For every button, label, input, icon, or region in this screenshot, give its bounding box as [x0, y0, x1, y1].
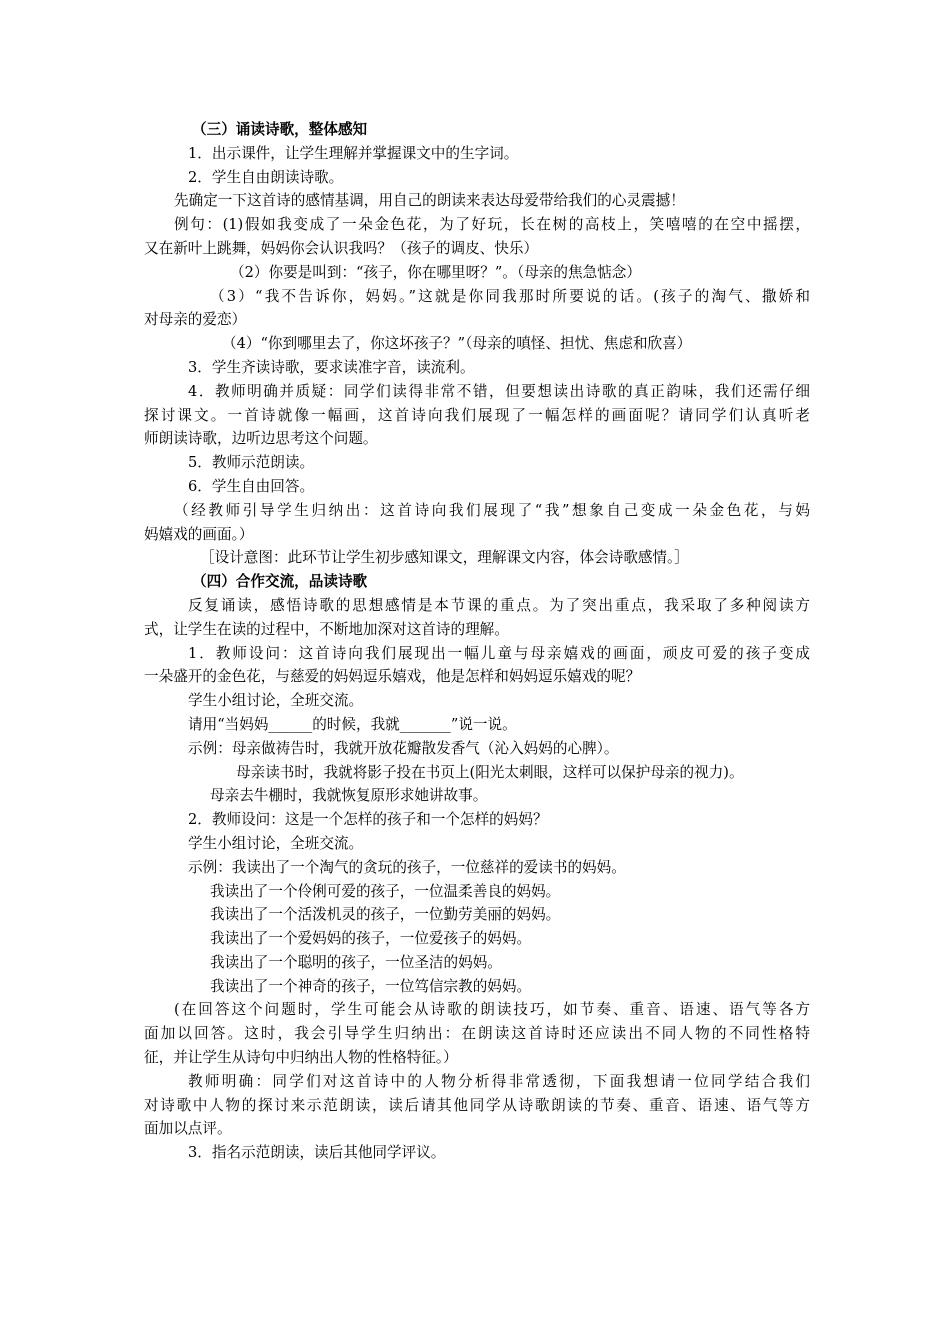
paragraph-line: 对母亲的爱恋）: [144, 311, 247, 329]
paragraph-line: 妈嬉戏的画面。）: [144, 525, 254, 543]
paragraph-line: 我读出了一个活泼机灵的孩子，一位勤劳美丽的妈妈。: [210, 906, 561, 924]
paragraph-line: 先确定一下这首诗的感情基调，用自己的朗读来表达母爱带给我们的心灵震撼！: [174, 192, 685, 210]
paragraph-line: (在回答这个问题时，学生可能会从诗歌的朗读技巧，如节奏、重音、语速、语气等各方: [174, 1001, 810, 1019]
paragraph-line: 3．学生齐读诗歌，要求读准字音，读流利。: [188, 358, 475, 376]
paragraph-line: 面加以回答。这时，我会引导学生归纳出：在朗读这首诗时还应读出不同人物的不同性格特: [144, 1025, 810, 1043]
paragraph-line: 4．教师明确并质疑：同学们读得非常不错，但要想读出诗歌的真正韵味，我们还需仔细: [188, 382, 810, 400]
design-intent-note: ［设计意图：此环节让学生初步感知课文，理解课文内容，体会诗歌感情。］: [200, 549, 689, 567]
paragraph-line: 学生小组讨论，全班交流。: [188, 692, 364, 710]
paragraph-line: 示例：我读出了一个淘气的贪玩的孩子，一位慈祥的爱读书的妈妈。: [188, 858, 626, 876]
paragraph-line: 式，让学生在读的过程中，不断地加深对这首诗的理解。: [144, 620, 509, 638]
paragraph-line: （2）你要是叫到：“孩子，你在哪里呀？”。（母亲的焦急惦念）: [230, 263, 641, 281]
paragraph-line: 1．出示课件，让学生理解并掌握课文中的生字词。: [188, 144, 519, 162]
paragraph-line: 面加以点评。: [144, 1120, 232, 1138]
paragraph-line: 一朵盛开的金色花，与慈爱的妈妈逗乐嬉戏，他是怎样和妈妈逗乐嬉戏的呢？: [144, 668, 641, 686]
paragraph-line: 我读出了一个爱妈妈的孩子，一位爱孩子的妈妈。: [210, 930, 532, 948]
paragraph-line: 请用“当妈妈______的时候，我就_______”说一说。: [188, 715, 517, 733]
paragraph-line: 我读出了一个伶俐可爱的孩子，一位温柔善良的妈妈。: [210, 882, 561, 900]
paragraph-line: 示例：母亲做祷告时，我就开放花瓣散发香气（沁入妈妈的心脾）。: [188, 739, 619, 757]
paragraph-line: 2．教师设问：这是一个怎样的孩子和一个怎样的妈妈？: [188, 811, 548, 829]
paragraph-line: 反复诵读，感悟诗歌的思想感情是本节课的重点。为了突出重点，我采取了多种阅读方: [188, 596, 810, 614]
paragraph-line: （经教师引导学生归纳出：这首诗向我们展现了“我”想象自己变成一朵金色花，与妈: [174, 501, 810, 519]
paragraph-line: 5．教师示范朗读。: [188, 454, 315, 472]
paragraph-line: 教师明确：同学们对这首诗中的人物分析得非常透彻，下面我想请一位同学结合我们: [188, 1072, 810, 1090]
paragraph-line: 我读出了一个聪明的孩子，一位圣洁的妈妈。: [210, 953, 502, 971]
paragraph-line: 1．教师设问：这首诗向我们展现出一幅儿童与母亲嬉戏的画面，顽皮可爱的孩子变成: [188, 644, 810, 662]
paragraph-line: 母亲读书时，我就将影子投在书页上(阳光太刺眼，这样可以保护母亲的视力)。: [236, 763, 744, 781]
paragraph-line: 例句：(1)假如我变成了一朵金色花，为了好玩，长在树的高枝上，笑嘻嘻的在空中摇摆，: [174, 216, 810, 234]
paragraph-line: 学生小组讨论，全班交流。: [188, 834, 364, 852]
document-page: [144, 118, 810, 1165]
paragraph-line: 对诗歌中人物的探讨来示范朗读，读后请其他同学从诗歌朗读的节奏、重音、语速、语气等方: [144, 1096, 810, 1114]
paragraph-line: 母亲去牛棚时，我就恢复原形求她讲故事。: [210, 787, 488, 805]
paragraph-line: 6．学生自由回答。: [188, 477, 315, 495]
paragraph-line: （3）“我不告诉你，妈妈。”这就是你同我那时所要说的话。(孩子的淘气、撒娇和: [210, 287, 810, 305]
section-heading-3: （三）诵读诗歌，整体感知: [192, 121, 368, 138]
paragraph-line: 我读出了一个神奇的孩子，一位笃信宗教的妈妈。: [210, 977, 532, 995]
section-heading-4: （四）合作交流，品读诗歌: [192, 573, 368, 591]
paragraph-line: （4）“你到哪里去了，你这坏孩子？”（母亲的嗔怪、担忧、焦虑和欣喜）: [222, 335, 692, 353]
paragraph-line: 探讨课文。一首诗就像一幅画，这首诗向我们展现了一幅怎样的画面呢？请同学们认真听老: [144, 406, 810, 424]
paragraph-line: 3．指名示范朗读，读后其他同学评议。: [188, 1144, 446, 1162]
paragraph-line: 师朗读诗歌，边听边思考这个问题。: [144, 430, 378, 448]
paragraph-line: 2．学生自由朗读诗歌。: [188, 168, 344, 186]
paragraph-line: 征，并让学生从诗句中归纳出人物的性格特征。）: [144, 1049, 458, 1067]
paragraph-line: 又在新叶上跳舞，妈妈你会认识我吗？（孩子的调皮、快乐）: [144, 239, 539, 257]
